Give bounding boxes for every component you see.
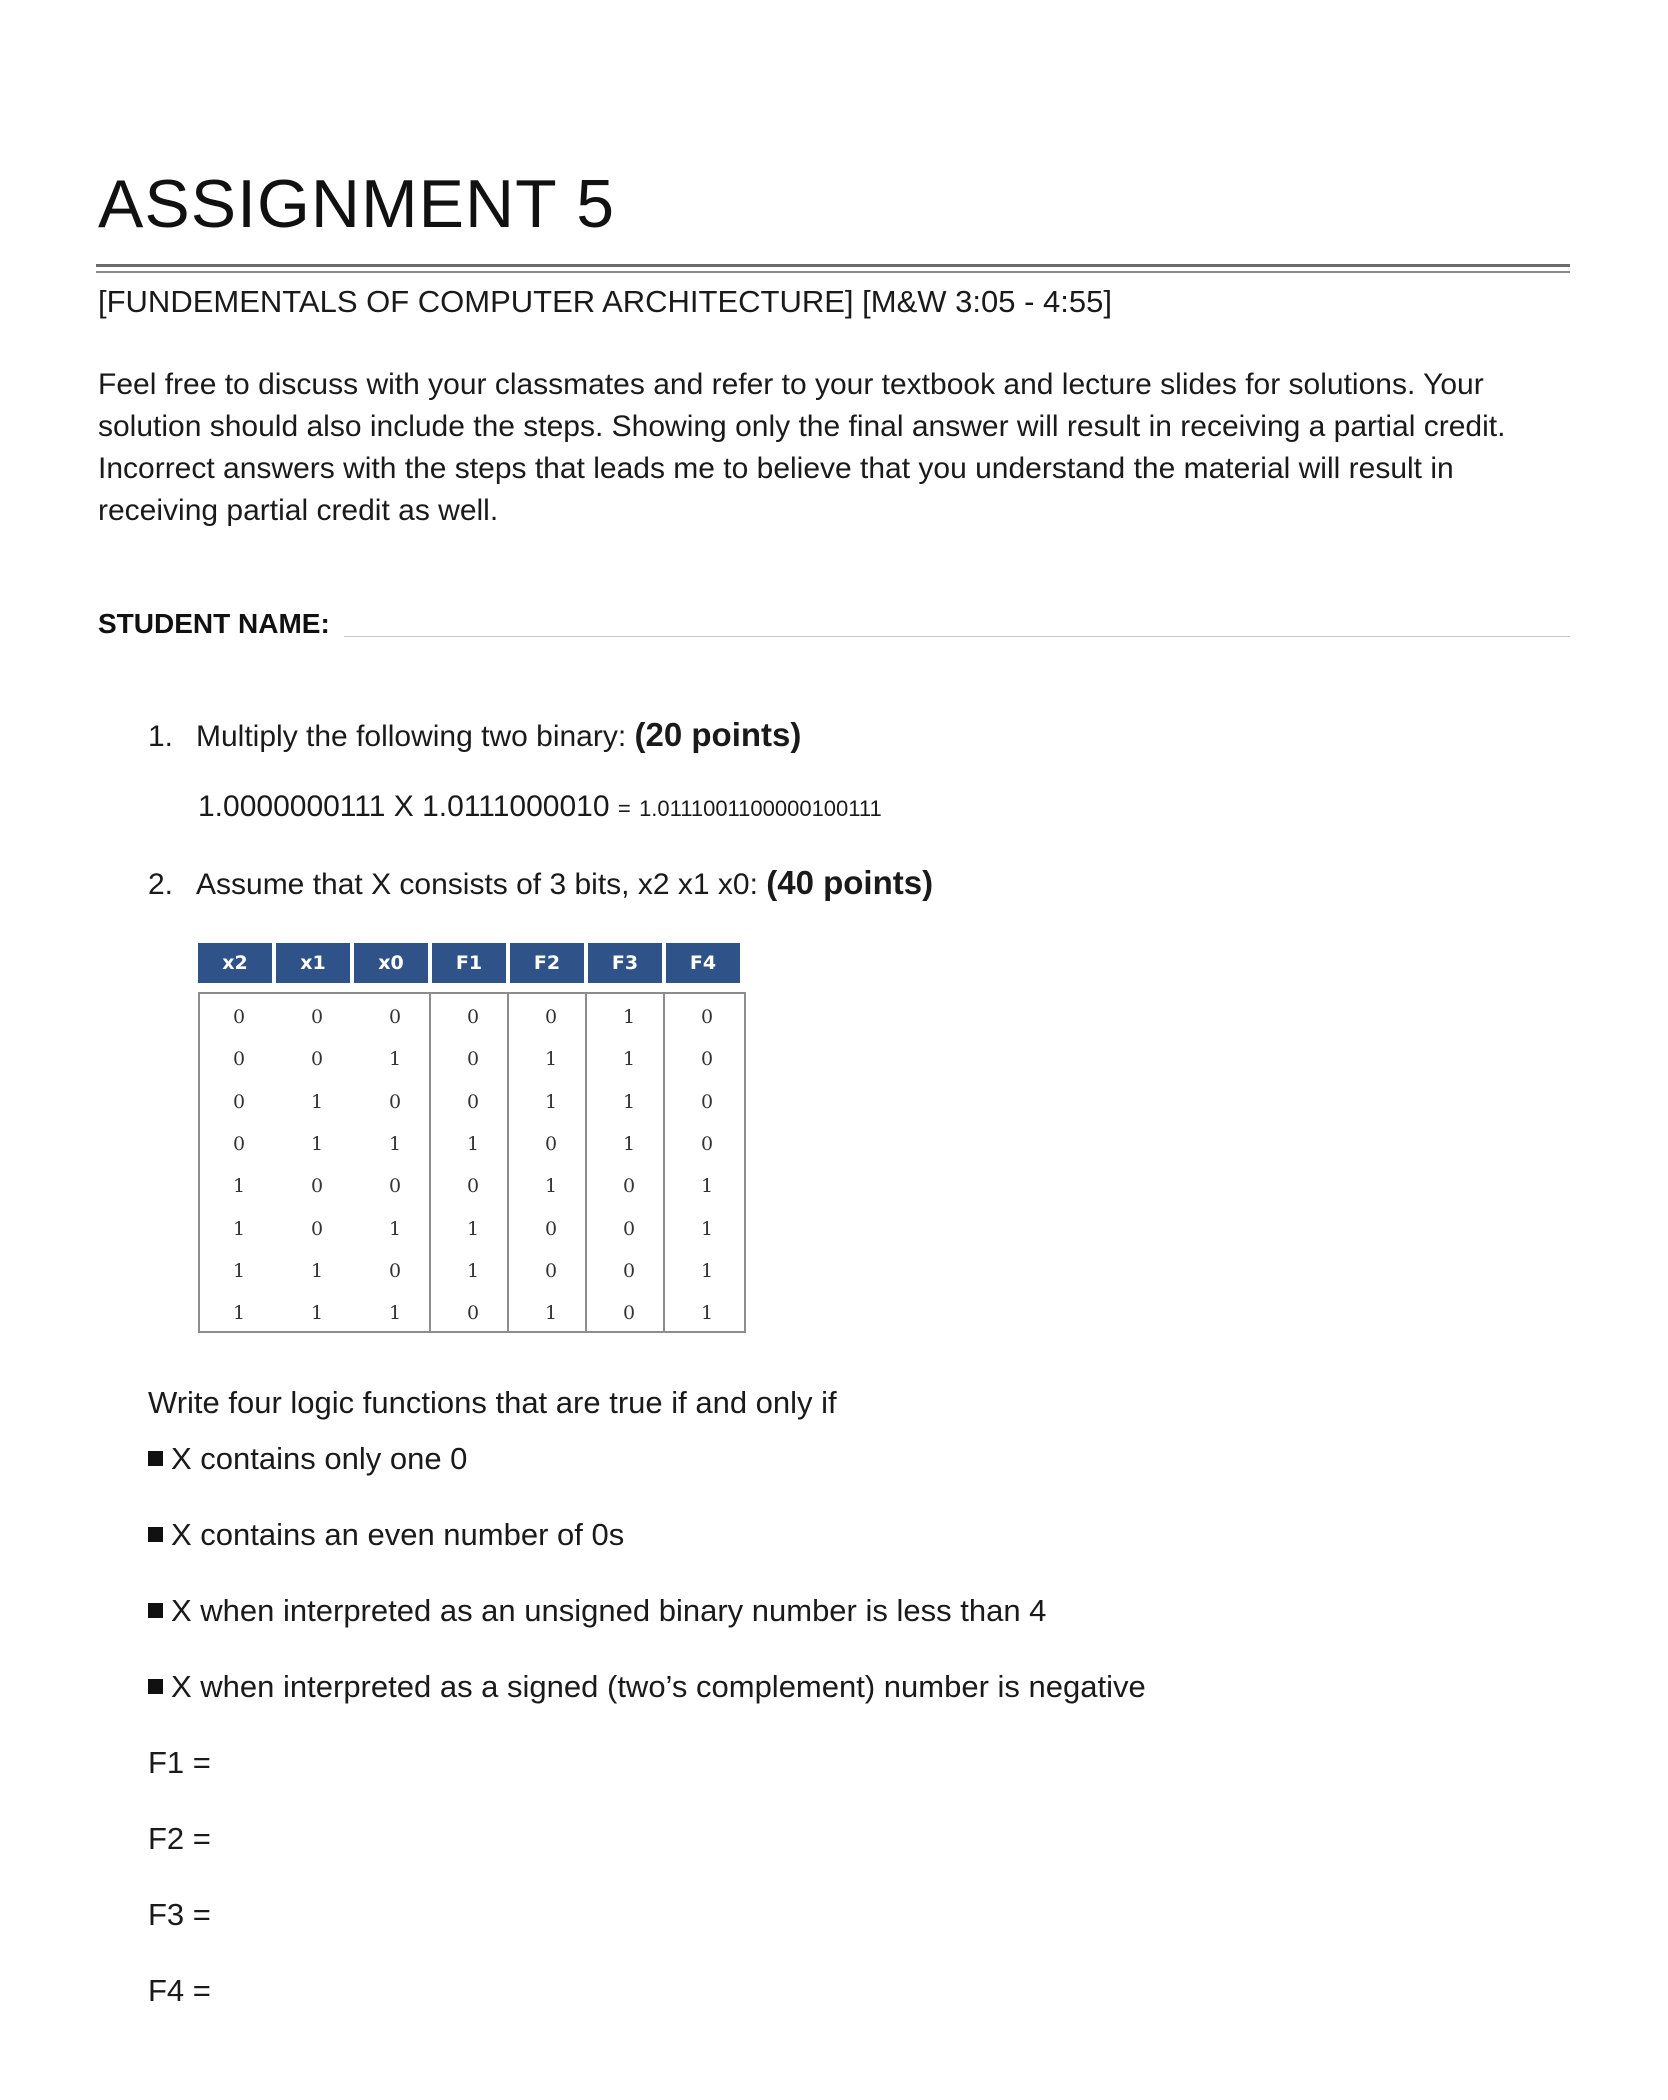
- question-2: [148, 864, 933, 902]
- square-bullet-icon: [148, 1527, 163, 1542]
- table-cell: 0: [466, 1302, 480, 1325]
- column-header: x1: [276, 943, 350, 983]
- question-points: (40 points): [766, 864, 934, 901]
- table-cell: 1: [310, 1132, 324, 1155]
- bullet-text: X when interpreted as a signed (two’s complement) number is negative: [171, 1669, 1146, 1704]
- intro-line: Feel free to discuss with your classmates and refer to your textbook and lecture slides for solutions. Your: [98, 368, 1484, 401]
- square-bullet-icon: [148, 1679, 163, 1694]
- table-cell: 1: [388, 1217, 402, 1240]
- table-cell: 0: [310, 1048, 324, 1071]
- table-cell: 1: [232, 1175, 246, 1198]
- student-name-label: STUDENT NAME:: [98, 608, 330, 639]
- bullet-text: X contains an even number of 0s: [171, 1517, 625, 1552]
- column-header: x2: [198, 943, 272, 983]
- table-cell: 1: [310, 1090, 324, 1113]
- table-cell: 0: [388, 1175, 402, 1198]
- column-header: x0: [354, 943, 428, 983]
- course-subtitle: [FUNDEMENTALS OF COMPUTER ARCHITECTURE] [M&W 3:05 - 4:55]: [98, 284, 1112, 319]
- title-rule-top: [96, 264, 1570, 267]
- table-cell: 0: [232, 1090, 246, 1113]
- table-cell: 1: [388, 1048, 402, 1071]
- table-cell: 0: [544, 1132, 558, 1155]
- table-cell: 1: [388, 1132, 402, 1155]
- student-name-field[interactable]: [344, 636, 1570, 637]
- table-cell: 1: [700, 1259, 714, 1282]
- table-cell: 1: [310, 1302, 324, 1325]
- bullet-item: [148, 1593, 1046, 1629]
- function-f1-line: F1 =: [148, 1745, 211, 1780]
- table-cell: 1: [232, 1217, 246, 1240]
- table-cell: 1: [232, 1259, 246, 1282]
- table-cell: 0: [310, 1175, 324, 1198]
- table-cell: 0: [232, 1048, 246, 1071]
- table-cell: 0: [310, 1006, 324, 1028]
- table-cell: 0: [466, 1175, 480, 1198]
- table-cell: 0: [544, 1217, 558, 1240]
- table-cell: 0: [388, 1259, 402, 1282]
- square-bullet-icon: [148, 1451, 163, 1466]
- table-cell: 1: [622, 1048, 636, 1071]
- question-number: 2.: [148, 868, 174, 901]
- multiplication-expression: [198, 790, 882, 824]
- table-cell: 1: [544, 1175, 558, 1198]
- table-cell: 0: [700, 1132, 714, 1155]
- function-f4-line: F4 =: [148, 1973, 211, 2008]
- bullet-item: [148, 1517, 624, 1553]
- intro-line: Incorrect answers with the steps that leads me to believe that you understand the material will result in: [98, 452, 1454, 485]
- question-1: [148, 716, 801, 754]
- table-cell: 0: [544, 1259, 558, 1282]
- table-row: [200, 1091, 746, 1113]
- column-header: F1: [432, 943, 506, 983]
- answer-text: 1.0111001100000100111: [639, 796, 882, 821]
- table-cell: 1: [700, 1217, 714, 1240]
- function-f3-line: F3 =: [148, 1897, 211, 1932]
- table-row: [200, 1175, 746, 1197]
- table-cell: 1: [544, 1090, 558, 1113]
- intro-paragraph: [98, 364, 1568, 532]
- instructions-text: Write four logic functions that are true if and only if: [148, 1385, 837, 1420]
- table-cell: 0: [622, 1259, 636, 1282]
- table-cell: 0: [466, 1048, 480, 1071]
- table-row: [200, 1133, 746, 1155]
- table-cell: 0: [466, 1090, 480, 1113]
- table-cell: 1: [622, 1006, 636, 1028]
- question-text: Assume that X consists of 3 bits, x2 x1 x0:: [196, 868, 767, 901]
- table-cell: 1: [466, 1217, 480, 1240]
- equals-sign: =: [617, 796, 631, 821]
- table-cell: 1: [232, 1302, 246, 1325]
- table-cell: 0: [388, 1090, 402, 1113]
- intro-line: receiving partial credit as well.: [98, 494, 499, 527]
- table-cell: 0: [622, 1175, 636, 1198]
- table-cell: 1: [700, 1302, 714, 1325]
- intro-line: solution should also include the steps. Showing only the final answer will result in receiving a partial credit.: [98, 410, 1506, 443]
- question-points: (20 points): [634, 716, 802, 753]
- table-cell: 1: [544, 1048, 558, 1071]
- table-row: [200, 1302, 746, 1324]
- table-cell: 1: [544, 1302, 558, 1325]
- table-row: [200, 1218, 746, 1240]
- column-header: F3: [588, 943, 662, 983]
- truth-table-body: [198, 992, 746, 1333]
- title-rule-bottom: [96, 271, 1570, 273]
- truth-table: [198, 943, 740, 1325]
- function-f2-line: F2 =: [148, 1821, 211, 1856]
- table-cell: 0: [544, 1006, 558, 1028]
- table-cell: 0: [700, 1090, 714, 1113]
- table-cell: 0: [466, 1006, 480, 1028]
- table-cell: 0: [700, 1048, 714, 1071]
- question-number: 1.: [148, 720, 174, 753]
- square-bullet-icon: [148, 1603, 163, 1618]
- bullet-text: X when interpreted as an unsigned binary number is less than 4: [171, 1593, 1047, 1628]
- truth-table-header: [198, 943, 740, 983]
- table-cell: 1: [310, 1259, 324, 1282]
- table-cell: 0: [232, 1132, 246, 1155]
- table-row: [200, 1006, 746, 1028]
- table-cell: 1: [388, 1302, 402, 1325]
- assignment-title: ASSIGNMENT 5: [98, 166, 616, 242]
- table-cell: 0: [310, 1217, 324, 1240]
- table-cell: 0: [700, 1006, 714, 1028]
- table-cell: 0: [622, 1302, 636, 1325]
- table-cell: 1: [622, 1090, 636, 1113]
- table-cell: 0: [622, 1217, 636, 1240]
- table-row: [200, 1048, 746, 1070]
- table-cell: 1: [466, 1132, 480, 1155]
- column-header: F4: [666, 943, 740, 983]
- table-cell: 1: [700, 1175, 714, 1198]
- table-row: [200, 1260, 746, 1282]
- table-cell: 1: [622, 1132, 636, 1155]
- table-cell: 1: [466, 1259, 480, 1282]
- bullet-item: [148, 1669, 1146, 1705]
- table-cell: 0: [232, 1006, 246, 1028]
- bullet-item: [148, 1441, 467, 1477]
- question-text: Multiply the following two binary:: [196, 720, 635, 753]
- table-cell: 0: [388, 1006, 402, 1028]
- bullet-text: X contains only one 0: [171, 1441, 468, 1476]
- expression: 1.0000000111 X 1.0111000010: [198, 790, 610, 823]
- column-header: F2: [510, 943, 584, 983]
